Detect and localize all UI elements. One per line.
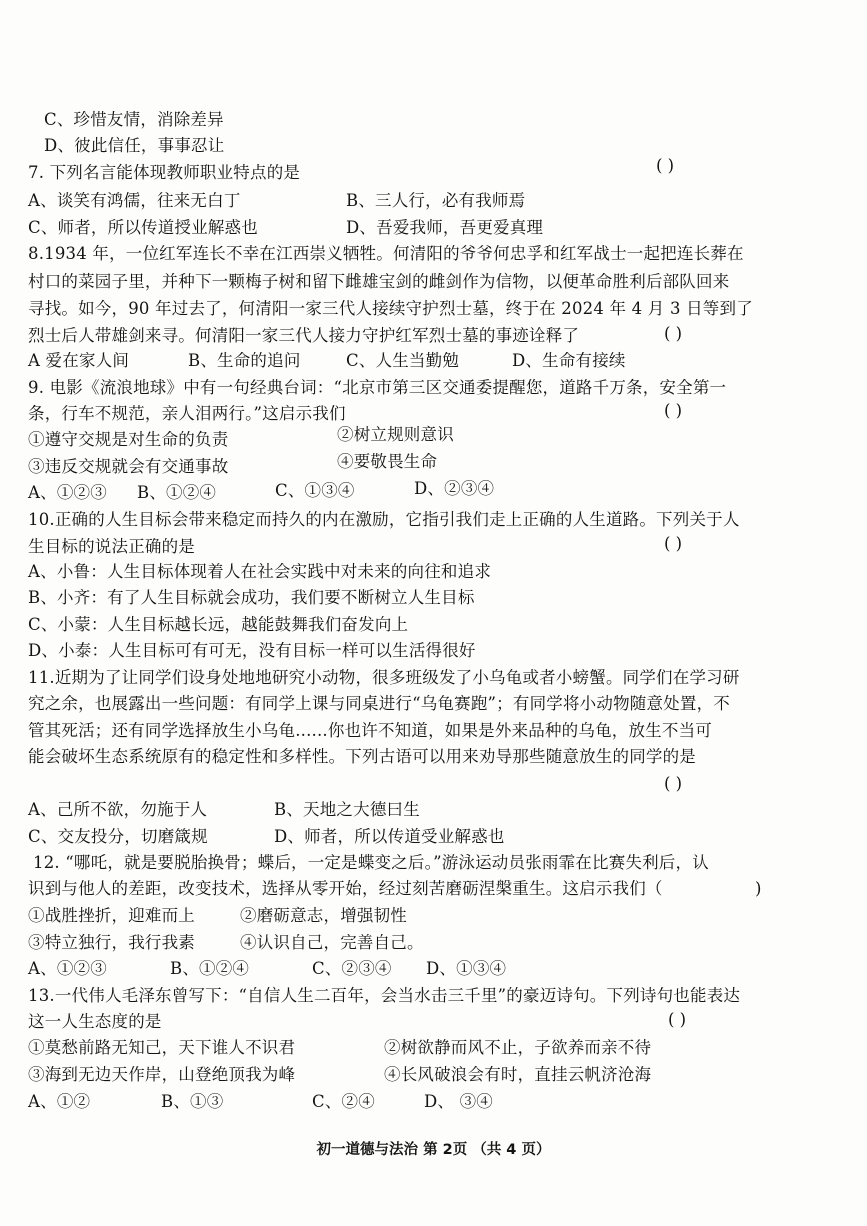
answer-blank-q12-close: ) [755,879,762,898]
option-b-q13: B、①③ [161,1092,224,1111]
question-7-stem: 7. 下列名言能体现教师职业特点的是 [28,163,301,182]
page-footer: 初一道德与法治 第 2页 （共 4 页） [316,1142,551,1158]
statement-2-q9: ②树立规则意识 [337,425,454,444]
statement-4-q9: ④要敬畏生命 [337,452,438,471]
option-c-q6: C、珍惜友情，消除差异 [44,110,224,129]
question-11-line-4: 能会破坏生态系统原有的稳定性和多样性。下列古语可以用来劝导那些随意放生的同学的是 [28,747,696,766]
answer-blank-q7: ( ) [656,156,675,175]
question-11-line-3: 管其死活；还有同学选择放生小乌龟......你也许不知道，如果是外来品种的乌龟，放生不当可 [28,721,712,740]
question-8-line-2: 村口的菜园子里，并种下一颗梅子树和留下雌雄宝剑的雌剑作为信物，以便革命胜利后部队回来 [28,272,730,291]
answer-blank-q10: ( ) [664,534,683,553]
question-10-line-1: 10.正确的人生目标会带来稳定而持久的内在激励，它指引我们走上正确的人生道路。下列关于人 [28,510,740,529]
question-11-line-2: 究之余，也展露出一些问题：有同学上课与同桌进行“乌龟赛跑”；有同学将小动物随意处置，不 [28,694,730,713]
option-b-q9: B、①②④ [137,483,217,502]
option-b-q12: B、①②④ [170,959,250,978]
option-c-q7: C、师者，所以传道授业解惑也 [28,218,258,237]
option-a-q10: A、小鲁：人生目标体现着人在社会实践中对未来的向往和追求 [28,562,492,581]
option-b-q7: B、三人行，必有我师焉 [346,191,526,210]
option-d-q9: D、②③④ [414,479,495,498]
question-9-line-2: 条，行车不规范，亲人泪两行。”这启示我们 [28,404,346,423]
option-c-q8: C、人生当勤勉 [346,351,460,370]
statement-4-q13: ④长风破浪会有时，直挂云帆济沧海 [384,1065,652,1084]
question-13-line-2: 这一人生态度的是 [28,1012,162,1031]
question-11-line-1: 11.近期为了让同学们设身处地地研究小动物，很多班级发了小乌龟或者小螃蟹。同学们在学习研 [28,668,740,687]
question-8-line-3: 寻找。如今，90 年过去了，何清阳一家三代人接续守护烈士墓，终于在 2024 年 4 月 3 日等到了 [28,299,753,318]
option-c-q11: C、交友投分，切磨箴规 [28,827,208,846]
option-a-q8: A 爱在家人间 [28,351,130,370]
statement-1-q9: ①遵守交规是对生命的负责 [28,430,229,449]
question-8-line-4: 烈士后人带雄剑来寻。何清阳一家三代人接力守护红军烈士墓的事迹诠释了 [28,326,580,345]
option-d-q10: D、小泰：人生目标可有可无，没有目标一样可以生活得很好 [28,641,476,660]
statement-3-q12: ③特立独行，我行我素 [28,933,195,952]
question-12-line-1: 12. “哪吒，就是要脱胎换骨；蝶后，一定是蝶变之后。”游泳运动员张雨霏在比赛失利后，认 [33,853,709,872]
statement-1-q13: ①莫愁前路无知己，天下谁人不识君 [28,1038,296,1057]
option-c-q9: C、①③④ [275,481,355,500]
statement-2-q12: ②磨砺意志，增强韧性 [240,906,407,925]
question-13-line-1: 13.一代伟人毛泽东曾写下：“自信人生二百年，会当水击三千里”的豪迈诗句。下列诗句也能表达 [28,986,741,1005]
option-d-q11: D、师者，所以传道受业解惑也 [274,827,505,846]
option-b-q10: B、小齐：有了人生目标就会成功，我们要不断树立人生目标 [28,588,475,607]
statement-4-q12: ④认识自己，完善自己。 [240,933,424,952]
answer-blank-q13: ( ) [668,1010,687,1029]
option-a-q12: A、①②③ [28,959,107,978]
option-d-q7: D、吾爱我师，吾更爱真理 [346,218,544,237]
option-c-q13: C、②④ [312,1092,375,1111]
option-c-q10: C、小蒙：人生目标越长远，越能鼓舞我们奋发向上 [28,615,409,634]
option-b-q8: B、生命的追问 [188,351,301,370]
statement-2-q13: ②树欲静而风不止，子欲养而亲不待 [384,1038,652,1057]
option-a-q11: A、己所不欲，勿施于人 [28,800,208,819]
question-10-line-2: 生目标的说法正确的是 [28,537,195,556]
option-d-q13: D、 ③④ [424,1092,493,1111]
option-d-q8: D、生命有接续 [512,351,626,370]
option-a-q7: A、谈笑有鸿儒，往来无白丁 [28,191,241,210]
statement-1-q12: ①战胜挫折，迎难而上 [28,906,195,925]
statement-3-q13: ③海到无边天作岸，山登绝顶我为峰 [28,1065,296,1084]
option-a-q13: A、①② [28,1092,91,1111]
option-d-q6: D、彼此信任，事事忍让 [44,136,225,155]
answer-blank-q8: ( ) [664,324,683,343]
question-9-line-1: 9. 电影《流浪地球》中有一句经典台词：“北京市第三区交通委提醒您，道路千万条，安全第一 [28,378,727,397]
question-12-line-2: 识到与他人的差距，改变技术，选择从零开始，经过刻苦磨砺涅槃重生。这启示我们（ [28,879,663,898]
answer-blank-q11: ( ) [664,774,683,793]
statement-3-q9: ③违反交规就会有交通事故 [28,457,229,476]
option-c-q12: C、②③④ [312,959,392,978]
option-a-q9: A、①②③ [28,483,107,502]
option-b-q11: B、天地之大德曰生 [274,800,420,819]
answer-blank-q9: ( ) [664,401,683,420]
option-d-q12: D、①③④ [426,959,507,978]
question-8-line-1: 8.1934 年，一位红军连长不幸在江西崇义牺牲。何清阳的爷爷何忠孚和红军战士一起把连长葬在 [28,244,744,263]
